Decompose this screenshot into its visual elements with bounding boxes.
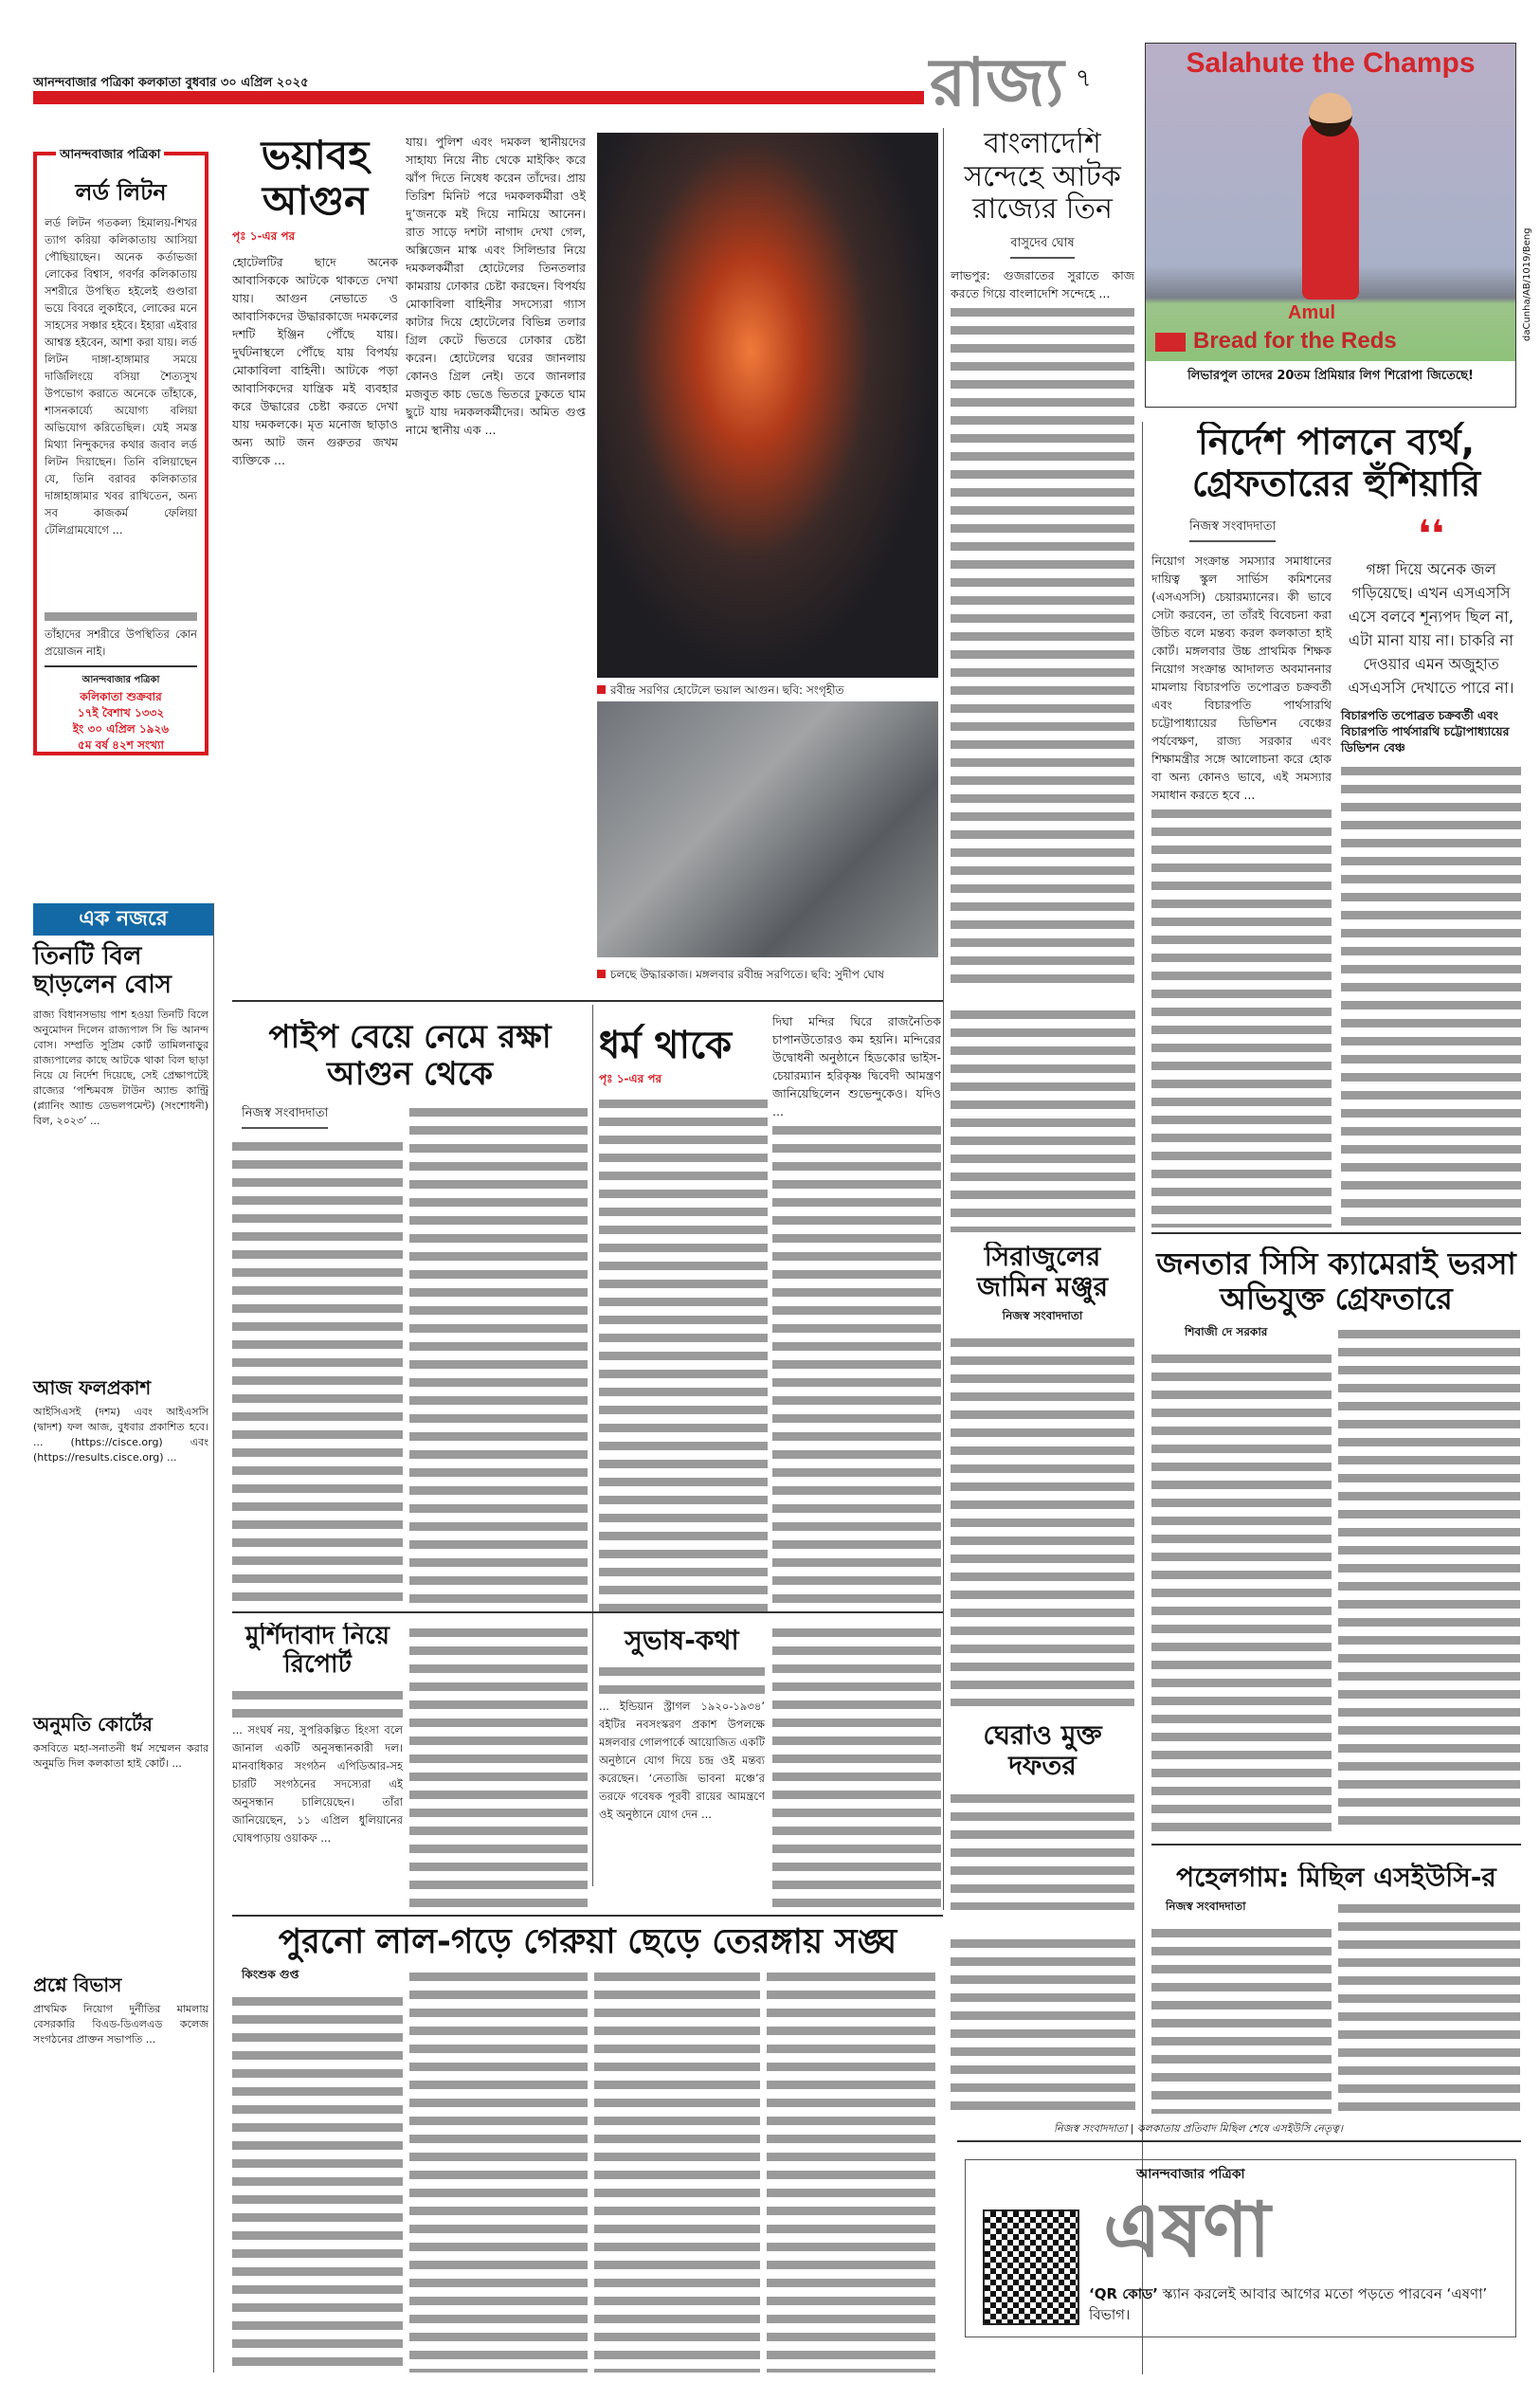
amul-tagline: Bread for the Reds xyxy=(1193,328,1397,354)
dharma-continued: পৃঃ ১-এর পর xyxy=(599,1072,662,1085)
archive-date-line: কলিকাতা শুক্রবার xyxy=(80,689,162,703)
text-block xyxy=(45,607,197,626)
text-block xyxy=(1151,1349,1332,1834)
dharma-body: দিঘা মন্দির ঘিরে রাজনৈতিক চাপানউতোরও কম হয়নি। মন্দিরের উদ্বোধনী অনুষ্ঠানে হিডকোর ভাইস-চেয়ারম্যান হরিকৃষ্ণ দ্বিবেদী আমন্ত্রণ জানিয়েছিলেন শুভেন্দুকেও। যদিও ... xyxy=(772,1014,941,1118)
quote-icon: ❛❛ xyxy=(1418,513,1444,557)
archive-paper: আনন্দবাজার পত্রিকা xyxy=(82,674,160,685)
text-block xyxy=(1151,1923,1332,2114)
sirajul-story xyxy=(948,1242,1137,1706)
ssc-body: নিয়োগ সংক্রান্ত সমস্যার সমাধানের দায়িত্ব স্কুল সার্ভিস কমিশনের (এসএসসি) চেয়ারম্যানের। কী ভাবে সেটা করবেন, তা তাঁরই বিবেচনা করা উচিত বলে মন্তব্য করল কলকাতা হাই কোর্ট। মঙ্গলবার উচ্চ প্রাথমিক শিক্ষক নিয়োগ সংক্রান্ত আদালত অবমাননার মামলায় বিচারপতি তপোব্রত চক্রবর্তী এবং বিচারপতি পার্থসারথি চট্টোপাধ্যায়ের ডিভিশন বেঞ্চের পর্যবেক্ষণ, রাজ্য সরকার এবং শিক্ষামন্ত্রীর সঙ্গে আলোচনা করে হোক বা অন্য কোনও ভাবে, এই সমস্যার সমাধান করতে হবে ... xyxy=(1151,554,1332,803)
subhas-headline: সুভাষ-কথা xyxy=(625,1626,739,1656)
fire-story-col1 xyxy=(232,133,398,986)
byline-wrap xyxy=(232,1102,403,1129)
section-header xyxy=(924,44,1097,121)
amul-brand: Amul xyxy=(1288,302,1335,323)
fire-continued: পৃঃ ১-এর পর xyxy=(232,228,296,243)
amul-caption: লিভারপুল তাদের 20তম প্রিমিয়ার লিগ শিরোপা জিতেছে! xyxy=(1187,369,1474,383)
pipe-byline: নিজস্ব সংবাদদাতা xyxy=(242,1104,328,1129)
glance-body: আইসিএসই (দশম) এবং আইএসসি (দ্বাদশ) ফল আজ, বুধবার প্রকাশিত হবে। ... (https://cisce.org) এবং (https://results.cisce.org) ... xyxy=(33,1405,208,1464)
murshidabad-story xyxy=(232,1623,403,1910)
sangha-byline: কিংশুক গুপ্ত xyxy=(242,1968,299,1982)
eshona-qr-label: ‘QR কোড’ xyxy=(1089,2285,1158,2302)
ssc-quote: গঙ্গা দিয়ে অনেক জল গড়িয়েছে। এখন এসএসসি এসে বলবে শূন্যপদ ছিল না, এটা মানা যায় না। চাকরি না দেওয়ার এমন অজুহাত এসএসসি দেখাতে পারে না। xyxy=(1348,560,1514,698)
text-block xyxy=(951,1333,1134,1706)
column-divider xyxy=(943,128,944,1910)
sangha-headline: পুরনো লাল-গড়ে গেরুয়া ছেড়ে তেরঙ্গায় সঙ্ঘ xyxy=(278,1922,897,1961)
divider xyxy=(232,1915,943,1917)
divider xyxy=(232,1611,943,1613)
amul-credit: daCunha/AB/1019/Beng xyxy=(1522,227,1532,341)
qr-code-icon[interactable] xyxy=(983,2209,1079,2325)
fire-headline: ভয়াবহ আগুন xyxy=(261,133,370,225)
glance-body: কসবিতে মহা-সনাতনী ধর্ম সম্মেলন করার অনুমতি দিল কলকাতা হাই কোর্ট। ... xyxy=(33,1741,208,1770)
text-block xyxy=(232,1991,403,2373)
cctv-headline: জনতার সিসি ক্যামেরাই ভরসা অভিযুক্ত গ্রেফতারে xyxy=(1156,1246,1516,1317)
glance-body: প্রাথমিক নিয়োগ দুর্নীতির মামলায় বেসরকারি বিএড-ডিএলএড কলেজ সংগঠনের প্রাক্তন সভাপতি ... xyxy=(33,2002,208,2046)
eshona-title: এষণা xyxy=(1103,2186,1271,2274)
glance-title: তিনটি বিল ছাড়লেন বোস xyxy=(33,942,172,999)
text-block xyxy=(772,1120,941,1611)
text-block xyxy=(409,1102,588,1607)
ssc-headline: নির্দেশ পালনে ব্যর্থ, গ্রেফতারের হুঁশিয়ারি xyxy=(1191,422,1481,504)
amul-logo-icon xyxy=(1155,333,1186,352)
sangha-col1 xyxy=(232,1967,403,2373)
gherao-headline: ঘেরাও মুক্ত দফতর xyxy=(983,1720,1102,1782)
bangladeshi-byline: বাসুদেব ঘোষ xyxy=(1010,234,1074,259)
text-block xyxy=(232,1136,403,1607)
glance-title: প্রশ্নে বিভাস xyxy=(33,1973,122,1996)
pahalgam-story xyxy=(1151,1863,1521,2114)
dharma-headline: ধর্ম থাকে xyxy=(599,1024,733,1067)
byline-wrap xyxy=(948,232,1137,259)
glance-item xyxy=(33,1377,208,1708)
text-block xyxy=(767,1967,935,2373)
amul-title: Salahute the Champs xyxy=(1186,47,1476,79)
pipe-headline: পাইপ বেয়ে নেমে রক্ষা আগুন থেকে xyxy=(268,1019,552,1094)
fire-photo xyxy=(597,133,938,678)
page-number: ৭ xyxy=(1075,64,1092,93)
rescue-photo-caption: চলছে উদ্ধারকাজ। মঙ্গলবার রবীন্দ্র সরণিতে। ছবি: সুদীপ ঘোষ xyxy=(597,967,884,986)
cctv-story xyxy=(1151,1246,1521,1834)
ssc-story xyxy=(1151,422,1521,1227)
text-block xyxy=(772,1623,941,1907)
fire-body-2: যায়। পুলিশ এবং দমকল স্থানীয়দের সাহায্য নিয়ে নীচ থেকে মাইকিং করে ঝাঁপ দিতে নিষেধ করেন তাঁদের। প্রায় তিরিশ মিনিট পরে দমকলকর্মীরা ওই দু’জনকে মই দিয়ে নামিয়ে আনেন। রাত সাড়ে দশটা নাগাদ দেখা গেল, অক্সিজেন মাস্ক এবং সিলিন্ডার নিয়ে দমকলকর্মীরা হোটেলের তিনতলার কামরায় ঢোকার চেষ্টা করছেন। বিপর্যয় মোকাবিলা বাহিনীর সদস্যেরা গ্যাস কাটার দিয়ে হোটেলের বিভিন্ন তলার গ্রিল কেটে ভিতরে ঢোকার চেষ্টা করেন। হোটেলের ঘরের জানলায় কোনও গ্রিল নেই। তবে জানলার মজবুত কাচ ভেঙে ভিতরে ঢুকতে ঘাম ছুটে যায় দমকলকর্মীদের। অমিত গুপ্ত নামে স্থানীয় এক ... xyxy=(406,135,586,437)
fire-body-1: হোটেলটির ছাদে অনেক আবাসিককে আটকে থাকতে দেখা যায়। আগুন নেভাতে ও আবাসিকদের উদ্ধারকাজে দমকলের দশটি ইঞ্জিন পৌঁছে যায়। দুর্ঘটনাস্থলে পৌঁছে যায় বিপর্যয় মোকাবিলা বাহিনী। আটকে পড়া আবাসিকদের যান্ত্রিক মই ব্যবহার করে উদ্ধারের চেষ্টা করতে দেখা যায় দমকলকে। মৃত মনোজ ছাড়াও অন্য আট জন গুরুতর জখম ব্যক্তিকে ... xyxy=(232,254,398,467)
section-title: রাজ্য xyxy=(930,44,1064,121)
pahalgam-caption: নিজস্ব সংবাদদাতা | কলকাতায় প্রতিবাদ মিছিল শেষে এসইউসি নেতৃত্ব। xyxy=(1054,2122,1343,2135)
murshidabad-headline: মুর্শিদাবাদ নিয়ে রিপোর্ট xyxy=(245,1623,390,1679)
column-divider xyxy=(213,903,214,2373)
archive-paper-logo: আনন্দবাজার পত্রিকা xyxy=(56,146,164,166)
amul-cartoon xyxy=(1145,43,1516,408)
glance-item xyxy=(33,1714,208,1969)
eshona-message xyxy=(1089,2283,1506,2325)
text-block xyxy=(951,302,1134,987)
bangladeshi-body: লাভপুর: গুজরাতের সুরাতে কাজ করতে গিয়ে বাংলাদেশি সন্দেহে ... xyxy=(951,267,1134,300)
text-block xyxy=(1338,1899,1520,2114)
gherao-story xyxy=(948,1720,1137,1910)
bangladeshi-story xyxy=(948,128,1137,986)
glance-item xyxy=(33,943,208,1372)
ssc-quote-by: বিচারপতি তপোব্রত চক্রবর্তী এবং বিচারপতি পার্থসারথি চট্টোপাধ্যায়ের ডিভিশন বেঞ্চ xyxy=(1341,708,1510,755)
subhas-body: ... ইন্ডিয়ান স্ট্রাগল ১৯২০-১৯৩৪’ বইটির নবসংস্করণ প্রকাশ উপলক্ষে মঙ্গলবার গোলপার্কে আয়োজিত একটি অনুষ্ঠানে যোগ দিয়ে চন্দ্র ওই মন্তব্য করেছেন। ‘নেতাজি ভাবনা মঞ্চে’র তরফে গবেষক পূরবী রায়ের আমন্ত্রণে ওই অনুষ্ঠানে যোগ দেন ... xyxy=(599,1700,765,1822)
dharma-col1 xyxy=(599,1024,768,1611)
cartoon-head xyxy=(1309,93,1352,136)
text-block xyxy=(409,1623,588,1907)
pipe-columns xyxy=(232,1102,588,1607)
text-block xyxy=(594,1967,760,2373)
archive-date-line: ৫ম বর্ষ ৪২শ সংখ্যা xyxy=(78,737,164,752)
pahalgam-byline: নিজস্ব সংবাদদাতা xyxy=(1166,1900,1246,1914)
date-line: আনন্দবাজার পত্রিকা কলকাতা বুধবার ৩০ এপ্রিল ২০২৫ xyxy=(33,76,309,90)
archive-title: লর্ড লিটন xyxy=(75,179,167,206)
text-block xyxy=(1151,804,1332,1227)
text-block xyxy=(599,1662,765,1698)
byline-wrap xyxy=(1151,516,1332,542)
murshidabad-body: ... সংঘর্ষ নয়, সুপরিকল্পিত হিংসা বলে জানাল একটি অনুসন্ধানকারী দল। মানবাধিকার সংগঠন এপিডিআর-সহ চারটি সংগঠনের সদস্যেরা এই অনুসন্ধান চালিয়েছেন। তাঁরা জানিয়েছেন, ১১ এপ্রিল ধুলিয়ানের ঘোষপাড়ায় ওয়াকফ ... xyxy=(232,1722,403,1845)
glance-title: আজ ফলপ্রকাশ xyxy=(33,1375,152,1399)
pahalgam-columns xyxy=(1151,1899,1521,2114)
pahalgam-col1 xyxy=(1151,1899,1332,2114)
glance-list xyxy=(33,943,208,2047)
archive-date-line: ১৭ই বৈশাখ ১৩৩২ xyxy=(77,705,165,719)
bangladeshi-headline: বাংলাদেশি সন্দেহে আটক রাজ্যের তিন xyxy=(964,128,1121,226)
header-bar xyxy=(33,91,933,104)
glance-label: এক নজরে xyxy=(33,903,213,936)
eshona-paper: আনন্দবাজার পত্রিকা xyxy=(1136,2167,1245,2182)
glance-title: অনুমতি কোর্টের xyxy=(33,1712,153,1736)
ssc-col1 xyxy=(1151,516,1332,1227)
eshona-ad xyxy=(965,2159,1516,2337)
pipe-story xyxy=(232,1019,588,1607)
column-divider xyxy=(592,1005,593,1886)
ssc-col2 xyxy=(1341,513,1521,1227)
text-block xyxy=(1338,1324,1520,1834)
text-block xyxy=(951,1934,1135,2114)
archive-date xyxy=(45,689,197,754)
archive-body: লর্ড লিটন গতকল্য হিমালয়-শিখর ত্যাগ করিয়া কলিকাতায় আসিয়া পৌছিয়াছেন। অনেক কর্তাভজা লোকের বিশ্বাস, গবর্ণর কলিকাতায় সশরীরে উপস্থিত হইলেই গুণ্ডারা ভয়ে বিবরে লুকাইবে, লোকের মনে সাহসের সঞ্চার হইবে। ইহারা এইবার আশ্বস্ত হইবেন, আশা করা যায়। লর্ড লিটন দাঙ্গা-হাঙ্গামার সময়ে দার্জিলিংয়ে বসিয়া শৈত্যসুখ উপভোগ করাতে অনেকে তাঁহাকে, শাসনকার্য্যে অযোগ্য বলিয়া অভিযোগ করিতেছিল। যেই সমস্ত মিথ্যা নিন্দুকদের কথার জবাব লর্ড লিটন দিয়াছেন। তিনি বলিয়াছেন যে, তিনি বরাবর কলিকাতার দাঙ্গাহাঙ্গামার খবর রাখিতেন, অন্য সব কাজকর্ম ফেলিয়া টেলিগ্রামযোগে ... xyxy=(45,215,197,536)
ssc-columns xyxy=(1151,513,1521,1227)
divider xyxy=(45,665,197,667)
text-block xyxy=(951,1005,1135,1232)
pahalgam-headline: পহেলগাম: মিছিল এসইউসি-র xyxy=(1176,1863,1496,1893)
rescue-photo xyxy=(597,701,938,957)
sirajul-byline: নিজস্ব সংবাদদাতা xyxy=(1002,1309,1083,1323)
text-block xyxy=(1341,761,1521,1227)
text-block xyxy=(951,1789,1134,1910)
cartoon-figure xyxy=(1302,119,1359,300)
ssc-byline: নিজস্ব সংবাদদাতা xyxy=(1189,518,1276,542)
dharma-col2 xyxy=(772,1012,941,1611)
sirajul-headline: সিরাজুলের জামিন মঞ্জুর xyxy=(976,1242,1109,1303)
text-block xyxy=(232,1685,403,1721)
archive-date-line: ইং ৩০ এপ্রিল ১৯২৬ xyxy=(72,721,170,736)
divider xyxy=(1151,1844,1521,1846)
glance-item xyxy=(33,1974,208,2047)
archive-box xyxy=(33,148,208,755)
eshona-text: স্ক্যান করলেই আবার আগের মতো পড়তে পারবেন ‘এষণা’ বিভাগ। xyxy=(1089,2285,1488,2323)
subhas-story xyxy=(599,1626,765,1910)
cctv-byline: শিবাজী দে সরকার xyxy=(1185,1324,1268,1338)
cctv-columns xyxy=(1151,1324,1521,1834)
divider xyxy=(232,1000,943,1002)
column-divider xyxy=(1142,422,1143,2374)
text-block xyxy=(409,1967,588,2373)
text-block xyxy=(599,1094,768,1611)
divider xyxy=(957,2140,1521,2142)
divider xyxy=(1151,1232,1521,1234)
cctv-col1 xyxy=(1151,1324,1332,1834)
pipe-col1 xyxy=(232,1102,403,1607)
glance-body: রাজ্য বিধানসভায় পাশ হওয়া তিনটি বিলে অনুমোদন দিলেন রাজ্যপাল সি ভি আনন্দ বোস। সম্প্রতি সুপ্রিম কোর্ট তামিলনাড়ুর রাজ্যপালের কাছে আটকে থাকা বিল ছাড়া নিয়ে যে নির্দেশ দিয়েছে, সেই প্রেক্ষাপটেই রাজ্যের ‘পশ্চিমবঙ্গ টাউন অ্যান্ড কান্ট্রি (প্ল্যানিং অ্যান্ড ডেভলপমেন্ট) (সংশোধনী) বিল, ২০২৩’ ... xyxy=(33,1008,208,1127)
archive-closing: তাঁহাদের সশরীরে উপস্থিতির কোন প্রয়োজন নাই। xyxy=(45,627,197,658)
fire-photo-caption: রবীন্দ্র সরণির হোটেলে ভয়াল আগুন। ছবি: সংগৃহীত xyxy=(597,682,844,701)
